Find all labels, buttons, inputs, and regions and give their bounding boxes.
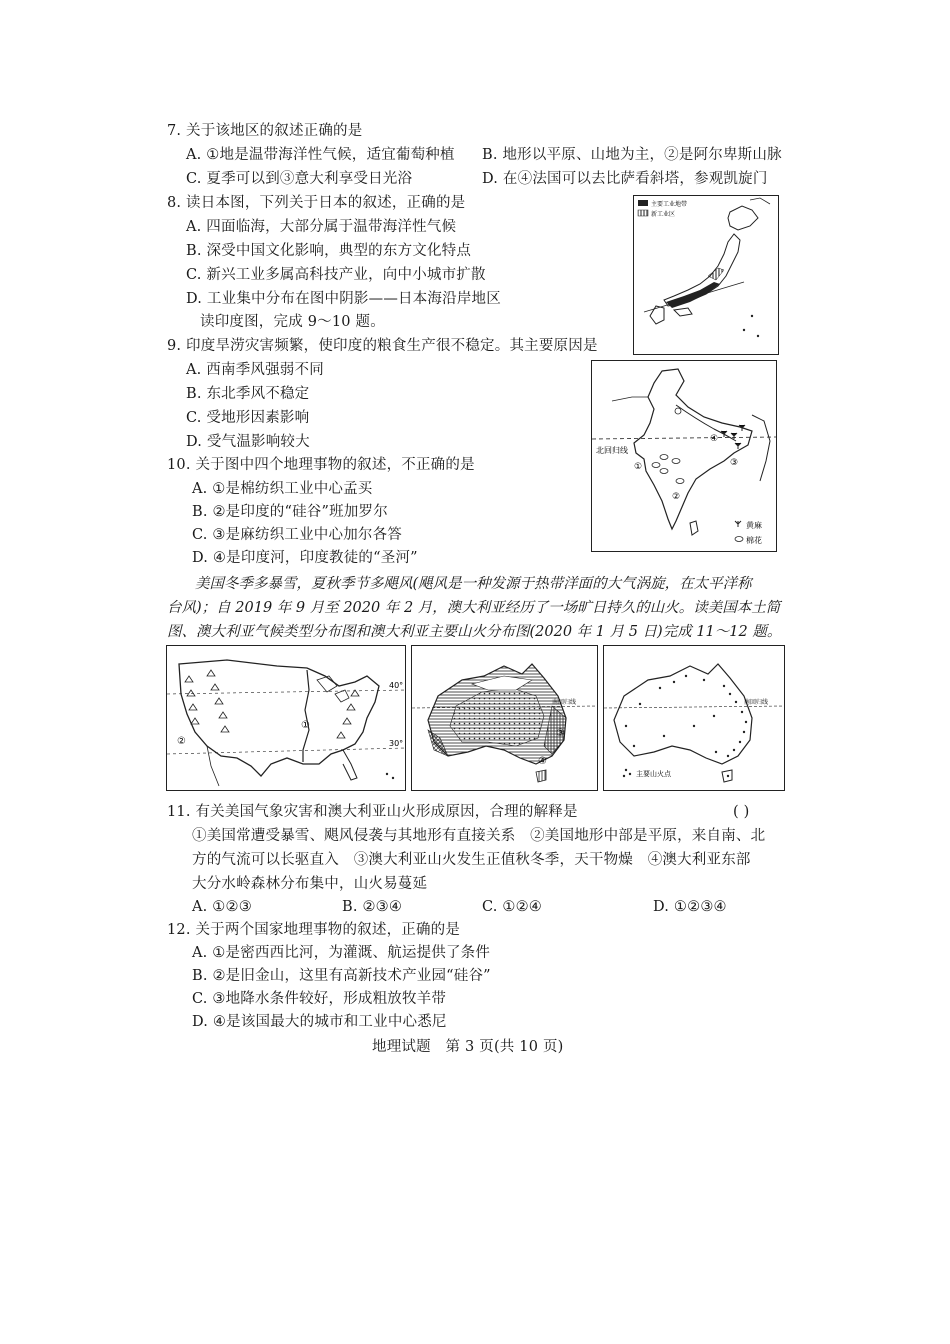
fire-legend-icon bbox=[623, 769, 631, 777]
fire-legend-label: 主要山火点 bbox=[636, 770, 671, 778]
q9-option-a: A. 西南季风强弱不同 bbox=[186, 362, 324, 378]
q8-option-b: B. 深受中国文化影响，典型的东方文化特点 bbox=[186, 243, 472, 259]
neighbour-border bbox=[752, 415, 770, 481]
tropic-label: 北回归线 bbox=[596, 446, 628, 455]
fire-points bbox=[625, 675, 747, 777]
q12-option-a: A. ①是密西西比河，为灌溉、航运提供了条件 bbox=[192, 945, 491, 961]
australia-climate-map bbox=[411, 645, 598, 791]
passage bbox=[167, 572, 787, 644]
passage-line-1: 美国冬季多暴雪，夏秋季节多飓风(飓风是一种发源于热带洋面的大气涡旋，在太平洋称 bbox=[195, 576, 752, 592]
q11-stem: 11. 有关美国气象灾害和澳大利亚山火形成原因，合理的解释是 bbox=[167, 804, 578, 820]
q7-option-b: B. 地形以平原、山地为主，②是阿尔卑斯山脉 bbox=[482, 147, 782, 163]
rocky-mountains bbox=[185, 670, 229, 732]
q11-option-c: C. ①②④ bbox=[482, 899, 542, 915]
q10-stem: 10. 关于图中四个地理事物的叙述，不正确的是 bbox=[167, 457, 475, 473]
aus-marker-4: ④ bbox=[538, 756, 547, 767]
sri-lanka-outline bbox=[690, 521, 698, 535]
tropic-of-cancer-line bbox=[592, 437, 776, 439]
legend-new-swatch bbox=[638, 210, 648, 216]
jute-legend-icon bbox=[735, 521, 741, 527]
india-outline bbox=[634, 369, 752, 529]
passage-line-2: 台风)；自 2019 年 9 月至 2020 年 2 月，澳大利亚经历了一场旷日持久的山火。读美国本土简 bbox=[167, 600, 781, 616]
marker-1: ① bbox=[634, 462, 643, 472]
passage-line-3: 图、澳大利亚气候类型分布图和澳大利亚主要山火分布图(2020 年 1 月 5 日)完成 11～12 题。 bbox=[167, 624, 782, 640]
q11-line-1: ①美国常遭受暴雪、飓风侵袭与其地形有直接关系 ②美国地形中部是平原，来自南、北 bbox=[192, 828, 766, 844]
usa-marker-1: ① bbox=[301, 720, 310, 731]
q8-option-c: C. 新兴工业多属高科技产业，向中小城市扩散 bbox=[186, 267, 486, 283]
q11-option-b: B. ②③④ bbox=[342, 899, 403, 915]
q9-stem: 9. 印度旱涝灾害频繁，使印度的粮食生产很不稳定。其主要原因是 bbox=[167, 338, 598, 354]
lat-30-label: 30° bbox=[389, 739, 404, 748]
australia-fire-map bbox=[603, 645, 785, 791]
marker-3: ③ bbox=[730, 458, 739, 468]
india-intro: 读印度图，完成 9～10 题。 bbox=[200, 314, 385, 330]
q12-option-d: D. ④是该国最大的城市和工业中心悉尼 bbox=[192, 1014, 447, 1030]
q10-option-c: C. ③是麻纺织工业中心加尔各答 bbox=[192, 527, 402, 543]
australia-fire-outline bbox=[614, 664, 752, 764]
q11-option-a: A. ①②③ bbox=[192, 899, 252, 915]
cotton-symbols bbox=[652, 455, 684, 484]
q10-option-a: A. ①是棉纺织工业中心孟买 bbox=[192, 481, 373, 497]
q7-option-a: A. ①地是温带海洋性气候，适宜葡萄种植 bbox=[186, 147, 455, 163]
appalachian-mountains bbox=[337, 690, 359, 738]
q12-stem: 12. 关于两个国家地理事物的叙述，正确的是 bbox=[167, 922, 461, 938]
q11-line-3: 大分水岭森林分布集中，山火易蔓延 bbox=[192, 876, 428, 892]
marker-4: ④ bbox=[710, 434, 719, 444]
usa-marker-2: ② bbox=[177, 736, 186, 747]
tasmania bbox=[536, 770, 546, 782]
industrial-belt bbox=[666, 282, 720, 308]
hokkaido-outline bbox=[728, 206, 758, 230]
q8-option-d: D. 工业集中分布在图中阴影——日本海沿岸地区 bbox=[186, 291, 501, 307]
q10-option-b: B. ②是印度的“硅谷”班加罗尔 bbox=[192, 504, 388, 520]
q11-option-d: D. ①②③④ bbox=[653, 899, 727, 915]
fire-tropic-label: 南回归线 bbox=[744, 699, 769, 706]
india-map bbox=[591, 360, 777, 552]
kyushu-outline bbox=[650, 306, 664, 324]
mississippi-river bbox=[303, 670, 309, 762]
legend-jute: 黄麻 bbox=[746, 521, 762, 530]
lat-40-label: 40° bbox=[389, 681, 404, 690]
q8-stem: 8. 读日本图，下列关于日本的叙述，正确的是 bbox=[167, 195, 466, 211]
legend-cotton: 棉花 bbox=[746, 536, 762, 545]
q9-option-c: C. 受地形因素影响 bbox=[186, 410, 310, 426]
ganges-river bbox=[676, 405, 736, 441]
usa-map bbox=[166, 645, 406, 791]
shikoku-outline bbox=[674, 308, 692, 316]
legend-main-label: 主要工业地带 bbox=[651, 201, 688, 208]
q10-option-d: D. ④是印度河，印度教徒的“圣河” bbox=[192, 550, 418, 566]
q7-option-c: C. 夏季可以到③意大利享受日光浴 bbox=[186, 171, 413, 187]
q11-answer-blank: ( ) bbox=[733, 804, 750, 820]
q12-option-b: B. ②是旧金山，这里有高新技术产业园“硅谷” bbox=[192, 968, 491, 984]
usa-outline bbox=[179, 660, 379, 776]
q12-option-c: C. ③地降水条件较好，形成粗放牧羊带 bbox=[192, 991, 447, 1007]
q8-option-a: A. 四面临海，大部分属于温带海洋性气候 bbox=[186, 219, 457, 235]
japan-map bbox=[633, 195, 779, 355]
aus-tropic-label: 南回归线 bbox=[552, 699, 577, 706]
q7-option-d: D. 在④法国可以去比萨看斜塔，参观凯旋门 bbox=[482, 171, 768, 187]
legend-main-swatch bbox=[638, 200, 648, 206]
aus-marker-3: ③ bbox=[556, 728, 565, 739]
page-footer: 地理试题 第 3 页(共 10 页) bbox=[372, 1039, 564, 1055]
q11-line-2: 方的气流可以长驱直入 ③澳大利亚山火发生正值秋冬季，天干物燥 ④澳大利亚东部 bbox=[192, 852, 751, 868]
q9-option-b: B. 东北季风不稳定 bbox=[186, 386, 310, 402]
q9-option-d: D. 受气温影响较大 bbox=[186, 434, 310, 450]
marker-2: ② bbox=[672, 492, 681, 502]
new-industrial-area bbox=[708, 268, 724, 280]
cotton-legend-icon bbox=[735, 537, 743, 542]
legend-new-label: 新工业区 bbox=[651, 211, 676, 218]
q7-stem: 7. 关于该地区的叙述正确的是 bbox=[167, 123, 363, 139]
